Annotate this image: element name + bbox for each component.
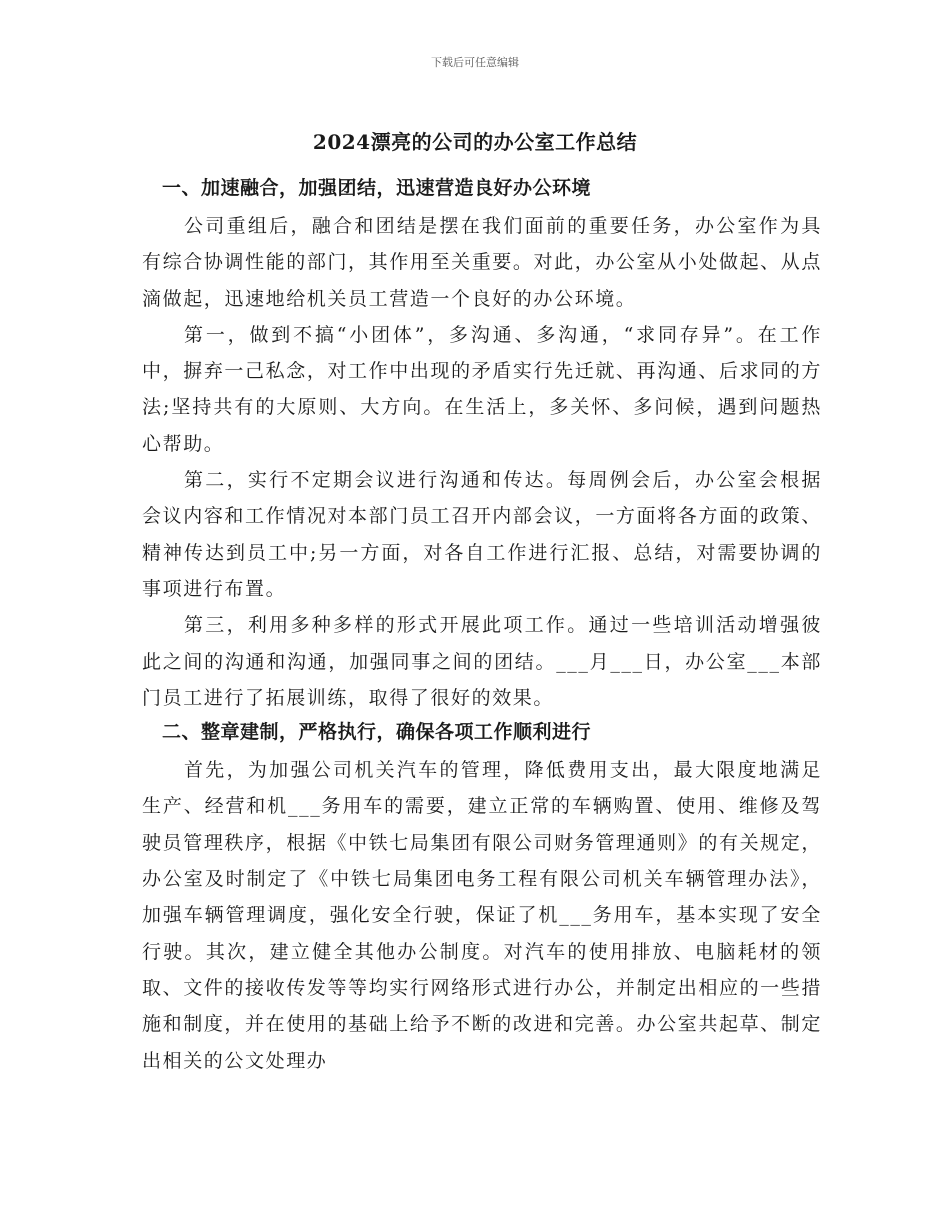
page-header-note: 下载后可任意编辑 (431, 56, 519, 69)
paragraph: 第二，实行不定期会议进行沟通和传达。每周例会后，办公室会根据会议内容和工作情况对本部门员工召开内部会议，一方面将各方面的政策、精神传达到员工中;另一方面，对各自工作进行汇报、总结，对需要协调的事项进行布置。 (142, 469, 822, 600)
section-heading: 二、整章建制，严格执行，确保各项工作顺利进行 (162, 721, 592, 744)
paragraph: 第一，做到不搞“小团体”，多沟通、多沟通，“求同存异”。在工作中，摒弃一己私念，对工作中出现的矛盾实行先迁就、再沟通、后求同的方法;坚持共有的大原则、大方向。在生活上，多关怀、多问候，遇到问题热心帮助。 (142, 323, 822, 455)
paragraph: 第三，利用多种多样的形式开展此项工作。通过一些培训活动增强彼此之间的沟通和沟通，加强同事之间的团结。___月___日，办公室___本部门员工进行了拓展训练，取得了很好的效果。 (142, 614, 822, 709)
section-2 (142, 716, 822, 1079)
paragraph: 公司重组后，融合和团结是摆在我们面前的重要任务，办公室作为具有综合协调性能的部门，其作用至关重要。对此，办公室从小处做起、从点滴做起，迅速地给机关员工营造一个良好的办公环境。 (142, 215, 822, 310)
document-body (142, 172, 822, 1079)
paragraph: 首先，为加强公司机关汽车的管理，降低费用支出，最大限度地满足生产、经营和机___务用车的需要，建立正常的车辆购置、使用、维修及驾驶员管理秩序，根据《中铁七局集团有限公司财务管理通则》的有关规定，办公室及时制定了《中铁七局集团电务工程有限公司机关车辆管理办法》，加强车辆管理调度，强化安全行驶，保证了机___务用车，基本实现了安全行驶。其次，建立健全其他办公制度。对汽车的使用排放、电脑耗材的领取、文件的接收传发等等均实行网络形式进行办公，并制定出相应的一些措施和制度，并在使用的基础上给予不断的改进和完善。办公室共起草、制定出相关的公文处理办 (142, 759, 822, 1072)
section-heading: 一、加速融合，加强团结，迅速营造良好办公环境 (162, 177, 592, 199)
section-1 (142, 172, 822, 716)
document-title: 2024漂亮的公司的办公室工作总结 (312, 130, 638, 154)
